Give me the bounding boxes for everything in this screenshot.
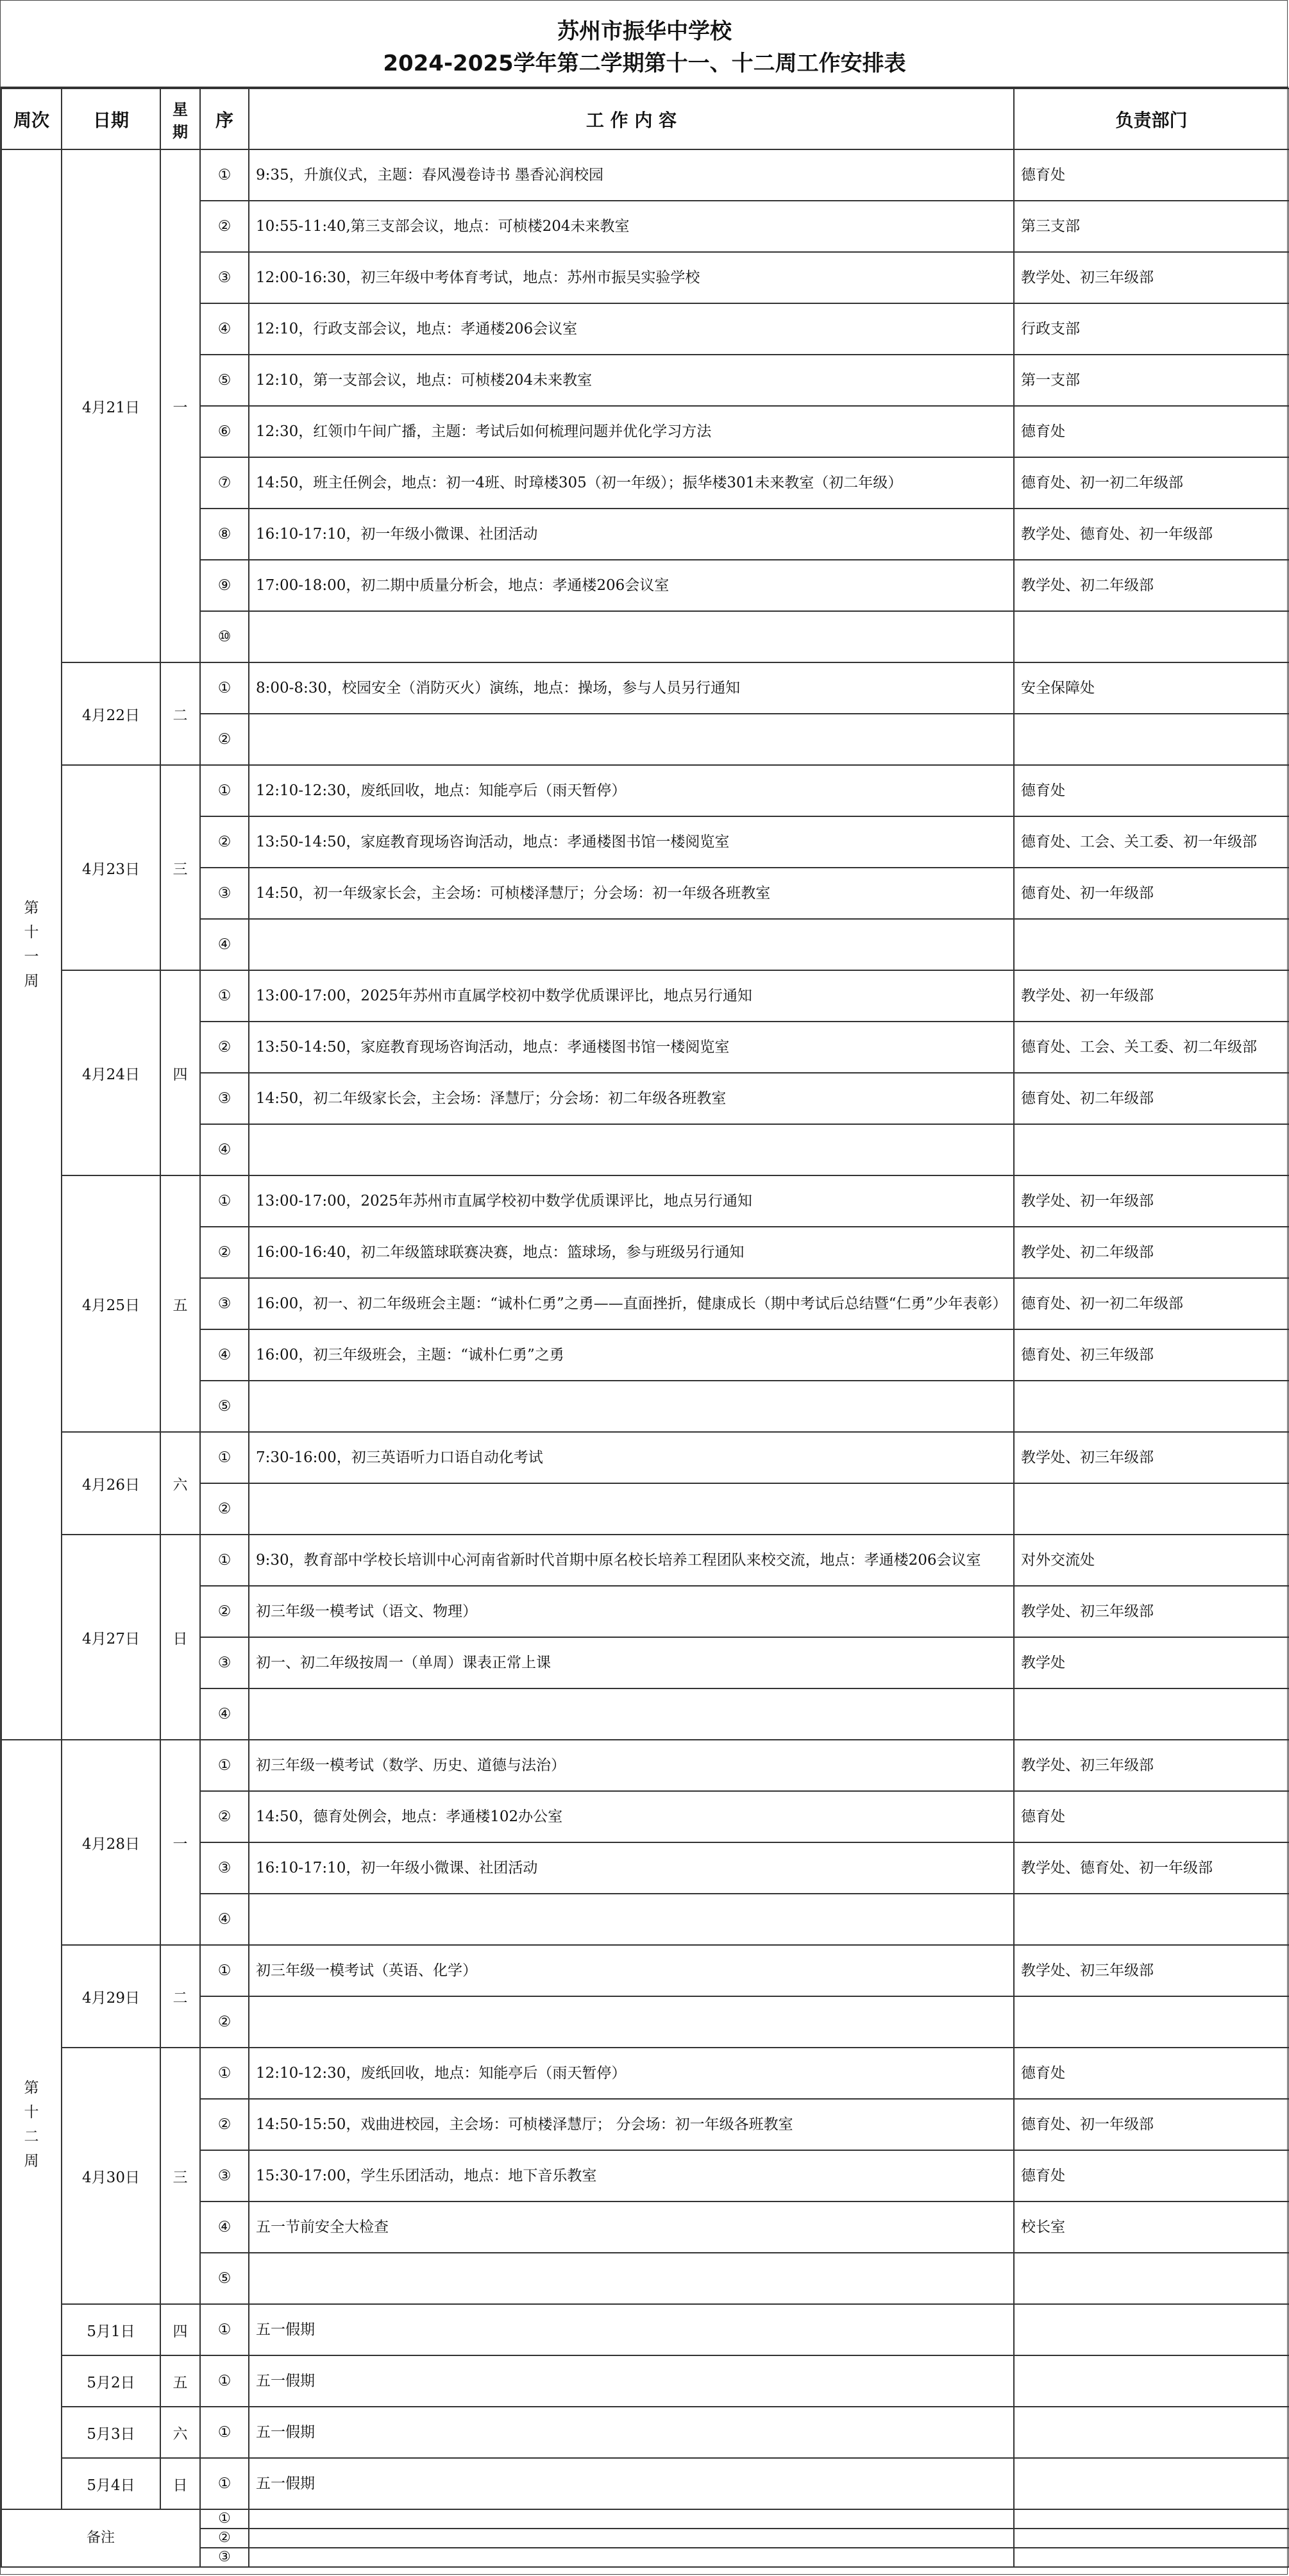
dept-cell: 教学处、初三年级部 [1014,1586,1289,1637]
table-row [1,1432,1289,1483]
seq-cell: ② [200,714,249,765]
content-cell: 12:10，行政支部会议，地点：孝通楼206会议室 [249,303,1014,355]
note-row [1,2509,1289,2529]
content-cell: 五一假期 [249,2407,1014,2458]
weekday-cell: 二 [160,1945,200,2048]
dept-cell [1014,611,1289,662]
seq-cell: ④ [200,919,249,970]
note-seq: ① [200,2509,249,2529]
content-cell: 9:30，教育部中学校长培训中心河南省新时代首期中原名校长培养工程团队来校交流，地点：孝通楼206会议室 [249,1535,1014,1586]
dept-cell: 教学处、初二年级部 [1014,1227,1289,1278]
content-cell [249,919,1014,970]
seq-cell: ② [200,1791,249,1842]
date-cell: 4月29日 [62,1945,160,2048]
seq-cell: ④ [200,1124,249,1175]
content-cell: 12:10-12:30，废纸回收，地点：知能亭后（雨天暂停） [249,2048,1014,2099]
header-row [1,88,1289,149]
table-row [1,970,1289,1022]
dept-cell [1014,2253,1289,2304]
col-content: 工 作 内 容 [249,88,1014,149]
seq-cell: ③ [200,2150,249,2201]
content-cell: 初一、初二年级按周一（单周）课表正常上课 [249,1637,1014,1688]
table-row [1,2304,1289,2355]
schedule-body [1,149,1289,2567]
seq-cell: ② [200,1483,249,1535]
table-row [1,2048,1289,2099]
date-cell: 4月27日 [62,1535,160,1740]
weekday-cell: 三 [160,2048,200,2304]
seq-cell: ② [200,201,249,252]
seq-cell: ① [200,970,249,1022]
content-cell: 五一节前安全大检查 [249,2201,1014,2253]
date-cell: 4月23日 [62,765,160,970]
date-cell: 4月28日 [62,1740,160,1945]
dept-cell [1014,1124,1289,1175]
seq-cell: ④ [200,1329,249,1381]
table-row [1,1535,1289,1586]
seq-cell: ③ [200,1842,249,1894]
dept-cell [1014,714,1289,765]
table-row [1,662,1289,714]
note-dept [1014,2509,1289,2529]
notes-label: 备注 [1,2509,200,2567]
table-row [1,2458,1289,2509]
table-row [1,765,1289,816]
content-cell: 14:50，初一年级家长会，主会场：可桢楼泽慧厅；分会场：初一年级各班教室 [249,868,1014,919]
dept-cell: 德育处、初一初二年级部 [1014,1278,1289,1329]
content-cell: 12:10，第一支部会议，地点：可桢楼204未来教室 [249,355,1014,406]
seq-cell: ③ [200,252,249,303]
dept-cell: 德育处 [1014,149,1289,201]
content-cell [249,1483,1014,1535]
content-cell: 14:50-15:50，戏曲进校园，主会场：可桢楼泽慧厅； 分会场：初一年级各班教室 [249,2099,1014,2150]
weekday-cell: 五 [160,1175,200,1432]
content-cell: 13:50-14:50，家庭教育现场咨询活动，地点：孝通楼图书馆一楼阅览室 [249,816,1014,868]
seq-cell: ② [200,1996,249,2048]
seq-cell: ④ [200,303,249,355]
dept-cell [1014,1688,1289,1740]
table-row [1,1945,1289,1996]
content-cell [249,1124,1014,1175]
dept-cell [1014,1996,1289,2048]
seq-cell: ① [200,2048,249,2099]
content-cell: 8:00-8:30，校园安全（消防灭火）演练，地点：操场，参与人员另行通知 [249,662,1014,714]
seq-cell: ① [200,2355,249,2407]
note-content [249,2548,1014,2567]
date-cell: 4月21日 [62,149,160,662]
col-seq: 序 [200,88,249,149]
content-cell: 17:00-18:00，初二期中质量分析会，地点：孝通楼206会议室 [249,560,1014,611]
seq-cell: ① [200,2458,249,2509]
content-cell: 初三年级一模考试（数学、历史、道德与法治） [249,1740,1014,1791]
schedule-table [1,88,1289,2568]
seq-cell: ① [200,662,249,714]
seq-cell: ⑩ [200,611,249,662]
content-cell: 16:00，初三年级班会，主题：“诚朴仁勇”之勇 [249,1329,1014,1381]
weekday-cell: 日 [160,2458,200,2509]
content-cell: 14:50，德育处例会，地点：孝通楼102办公室 [249,1791,1014,1842]
content-cell: 15:30-17:00，学生乐团活动，地点：地下音乐教室 [249,2150,1014,2201]
seq-cell: ③ [200,1278,249,1329]
weekday-cell: 一 [160,1740,200,1945]
seq-cell: ③ [200,1637,249,1688]
content-cell: 五一假期 [249,2458,1014,2509]
dept-cell [1014,2304,1289,2355]
dept-cell: 德育处 [1014,406,1289,457]
seq-cell: ① [200,1175,249,1227]
seq-cell: ② [200,1022,249,1073]
dept-cell [1014,1894,1289,1945]
week-label-text: 第十二周 [24,2080,39,2169]
note-seq: ② [200,2529,249,2548]
dept-cell: 行政支部 [1014,303,1289,355]
content-cell [249,1688,1014,1740]
col-week: 周次 [1,88,62,149]
dept-cell: 教学处、初三年级部 [1014,252,1289,303]
dept-cell: 第一支部 [1014,355,1289,406]
seq-cell: ④ [200,1894,249,1945]
content-cell: 7:30-16:00，初三英语听力口语自动化考试 [249,1432,1014,1483]
dept-cell [1014,2407,1289,2458]
col-day: 星期 [160,88,200,149]
seq-cell: ④ [200,1688,249,1740]
seq-cell: ① [200,1740,249,1791]
weekday-cell: 三 [160,765,200,970]
seq-cell: ① [200,1535,249,1586]
dept-cell: 教学处、德育处、初一年级部 [1014,509,1289,560]
dept-cell: 教学处 [1014,1637,1289,1688]
dept-cell: 德育处、工会、关工委、初一年级部 [1014,816,1289,868]
col-date: 日期 [62,88,160,149]
seq-cell: ③ [200,868,249,919]
week-label [1,149,62,1740]
dept-cell: 对外交流处 [1014,1535,1289,1586]
dept-cell: 安全保障处 [1014,662,1289,714]
content-cell: 12:00-16:30，初三年级中考体育考试，地点：苏州市振吴实验学校 [249,252,1014,303]
content-cell: 14:50，初二年级家长会，主会场：泽慧厅；分会场：初二年级各班教室 [249,1073,1014,1124]
school-name: 苏州市振华中学校 [557,19,732,44]
weekday-cell: 五 [160,2355,200,2407]
col-dept: 负责部门 [1014,88,1289,149]
content-cell [249,611,1014,662]
dept-cell: 第三支部 [1014,201,1289,252]
note-seq: ③ [200,2548,249,2567]
dept-cell: 德育处 [1014,765,1289,816]
seq-cell: ⑤ [200,2253,249,2304]
content-cell: 9:35，升旗仪式，主题：春风漫卷诗书 墨香沁润校园 [249,149,1014,201]
content-cell: 16:00，初一、初二年级班会主题：“诚朴仁勇”之勇——直面挫折，健康成长（期中考试后总结暨“仁勇”少年表彰） [249,1278,1014,1329]
content-cell [249,714,1014,765]
date-cell: 5月1日 [62,2304,160,2355]
content-cell: 13:50-14:50，家庭教育现场咨询活动，地点：孝通楼图书馆一楼阅览室 [249,1022,1014,1073]
content-cell: 五一假期 [249,2304,1014,2355]
content-cell: 13:00-17:00，2025年苏州市直属学校初中数学优质课评比，地点另行通知 [249,1175,1014,1227]
content-cell: 五一假期 [249,2355,1014,2407]
seq-cell: ① [200,1432,249,1483]
dept-cell: 德育处 [1014,2048,1289,2099]
content-cell: 10:55-11:40,第三支部会议，地点：可桢楼204未来教室 [249,201,1014,252]
seq-cell: ① [200,765,249,816]
dept-cell: 德育处、初一年级部 [1014,2099,1289,2150]
content-cell: 13:00-17:00，2025年苏州市直属学校初中数学优质课评比，地点另行通知 [249,970,1014,1022]
dept-cell: 德育处、初一初二年级部 [1014,457,1289,509]
content-cell [249,1894,1014,1945]
weekday-cell: 二 [160,662,200,765]
dept-cell [1014,1381,1289,1432]
date-cell: 4月30日 [62,2048,160,2304]
note-content [249,2529,1014,2548]
dept-cell: 教学处、德育处、初一年级部 [1014,1842,1289,1894]
seq-cell: ① [200,1945,249,1996]
weekday-cell: 一 [160,149,200,662]
weekday-cell: 四 [160,970,200,1175]
seq-cell: ③ [200,1073,249,1124]
seq-cell: ⑤ [200,355,249,406]
dept-cell: 教学处、初三年级部 [1014,1945,1289,1996]
table-row [1,1175,1289,1227]
weekday-cell: 日 [160,1535,200,1740]
seq-cell: ① [200,149,249,201]
seq-cell: ① [200,2304,249,2355]
seq-cell: ⑤ [200,1381,249,1432]
table-row [1,2407,1289,2458]
content-cell: 16:00-16:40，初二年级篮球联赛决赛，地点：篮球场，参与班级另行通知 [249,1227,1014,1278]
dept-cell: 德育处 [1014,2150,1289,2201]
seq-cell: ⑨ [200,560,249,611]
seq-cell: ② [200,1227,249,1278]
dept-cell [1014,919,1289,970]
dept-cell: 校长室 [1014,2201,1289,2253]
seq-cell: ② [200,1586,249,1637]
content-cell [249,1996,1014,2048]
seq-cell: ⑦ [200,457,249,509]
content-cell: 初三年级一模考试（语文、物理） [249,1586,1014,1637]
week-label [1,1740,62,2509]
date-cell: 5月3日 [62,2407,160,2458]
schedule-title: 2024-2025学年第二学期第十一、十二周工作安排表 [383,51,906,76]
content-cell: 初三年级一模考试（英语、化学） [249,1945,1014,1996]
seq-cell: ② [200,2099,249,2150]
content-cell: 16:10-17:10，初一年级小微课、社团活动 [249,1842,1014,1894]
weekday-cell: 六 [160,2407,200,2458]
note-dept [1014,2548,1289,2567]
content-cell: 14:50，班主任例会，地点：初一4班、时璋楼305（初一年级）；振华楼301未来教室（初二年级） [249,457,1014,509]
note-dept [1014,2529,1289,2548]
dept-cell [1014,2458,1289,2509]
date-cell: 4月26日 [62,1432,160,1535]
table-row [1,149,1289,201]
dept-cell: 教学处、初三年级部 [1014,1740,1289,1791]
dept-cell: 德育处、工会、关工委、初二年级部 [1014,1022,1289,1073]
content-cell: 16:10-17:10，初一年级小微课、社团活动 [249,509,1014,560]
dept-cell: 教学处、初二年级部 [1014,560,1289,611]
seq-cell: ⑥ [200,406,249,457]
date-cell: 5月4日 [62,2458,160,2509]
date-cell: 4月25日 [62,1175,160,1432]
seq-cell: ① [200,2407,249,2458]
dept-cell: 德育处、初一年级部 [1014,868,1289,919]
dept-cell: 教学处、初三年级部 [1014,1432,1289,1483]
weekday-cell: 四 [160,2304,200,2355]
dept-cell [1014,2355,1289,2407]
title-block [1,1,1288,88]
dept-cell: 德育处、初二年级部 [1014,1073,1289,1124]
content-cell [249,2253,1014,2304]
table-row [1,2355,1289,2407]
dept-cell: 德育处 [1014,1791,1289,1842]
weekday-cell: 六 [160,1432,200,1535]
dept-cell: 教学处、初一年级部 [1014,970,1289,1022]
seq-cell: ② [200,816,249,868]
date-cell: 4月24日 [62,970,160,1175]
dept-cell [1014,1483,1289,1535]
date-cell: 5月2日 [62,2355,160,2407]
table-row [1,1740,1289,1791]
note-content [249,2509,1014,2529]
date-cell: 4月22日 [62,662,160,765]
week-label-text: 第十一周 [24,900,39,989]
seq-cell: ⑧ [200,509,249,560]
content-cell: 12:30，红领巾午间广播，主题：考试后如何梳理问题并优化学习方法 [249,406,1014,457]
dept-cell: 德育处、初三年级部 [1014,1329,1289,1381]
seq-cell: ④ [200,2201,249,2253]
content-cell [249,1381,1014,1432]
content-cell: 12:10-12:30，废纸回收，地点：知能亭后（雨天暂停） [249,765,1014,816]
dept-cell: 教学处、初一年级部 [1014,1175,1289,1227]
